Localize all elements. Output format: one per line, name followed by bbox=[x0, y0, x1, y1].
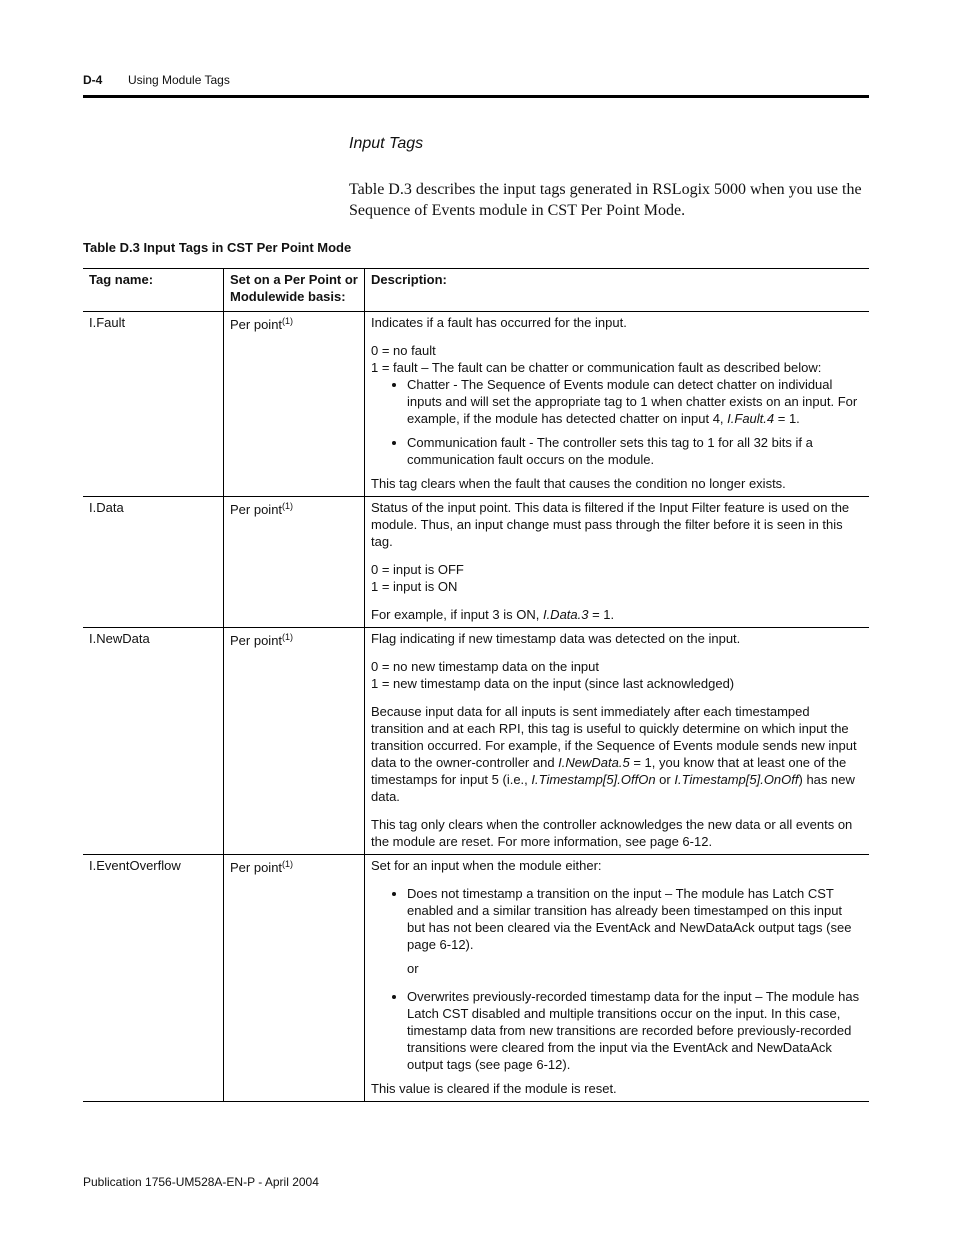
table-row bbox=[83, 628, 869, 855]
tag-basis: Per point$^{(1)}$ bbox=[224, 628, 365, 855]
list-item: • Overwrites previously-recorded timestamp data for the input – The module has Latch CST disabled and multiple transitions occur on the input. In this case, timestamp data from new transitions are recorded before previously-recorded transitions were cleared from the input via the EventAck and NewDataAck output tags (see page 6-12). bbox=[407, 988, 863, 1073]
tag-name: I.Data bbox=[83, 497, 224, 628]
tag-description: Indicates if a fault has occurred for the input. 0 = no fault 1 = fault – The fault can be chatter or communication fault as described below: • Chatter - The Sequence of Events module can detect chatter on individual inputs and will set the appropriate tag to 1 when chatter exists on an input. For example, if the module has detected chatter on input 4, I.Fault.4 = 1. • Communication fault - The controller sets this tag to 1 for all 32 bits if a communication fault occurs on the module. This tag clears when the fault that causes the condition no longer exists. bbox=[365, 312, 870, 497]
publication-footer: Publication 1756-UM528A-EN-P - April 2004 bbox=[83, 1175, 319, 1189]
list-item: • Chatter - The Sequence of Events module can detect chatter on individual inputs and will set the appropriate tag to 1 when chatter exists on an input. For example, if the module has detected chatter on input 4, I.Fault.4 = 1. bbox=[407, 376, 863, 427]
table-row bbox=[83, 312, 869, 497]
tag-basis: Per point$^{(1)}$ bbox=[224, 497, 365, 628]
tag-basis: Per point$^{(1)}$ bbox=[224, 312, 365, 497]
intro-paragraph: Table D.3 describes the input tags generated in RSLogix 5000 when you use the Sequence of Events module in CST Per Point Mode. bbox=[349, 181, 862, 219]
tag-name: I.Fault bbox=[83, 312, 224, 497]
table-row bbox=[83, 497, 869, 628]
header-rule bbox=[83, 95, 869, 98]
header-basis: Set on a Per Point or Modulewide basis: bbox=[224, 269, 365, 312]
tag-name: I.EventOverflow bbox=[83, 855, 224, 1102]
overflow-conditions-list bbox=[371, 885, 863, 953]
page-number: D-4 bbox=[83, 73, 103, 87]
fault-types-list bbox=[371, 376, 863, 468]
list-item: • Does not timestamp a transition on the input – The module has Latch CST enabled and a similar transition has already been timestamped on this input but has not been cleared via the EventAck and NewDataAck output tags (see page 6-12). bbox=[407, 885, 863, 953]
running-header bbox=[83, 73, 230, 87]
tag-description: Set for an input when the module either: • Does not timestamp a transition on the input – The module has Latch CST enabled and a similar transition has already been timestamped on this input but has not been cleared via the EventAck and NewDataAck output tags (see page 6-12). or • Overwrites previously-recorded timestamp data for the input – The module has Latch CST disabled and multiple transitions occur on the input. In this case, timestamp data from new transitions are recorded before previously-recorded transitions were cleared from the input via the EventAck and NewDataAck output tags (see page 6-12). This value is cleared if the module is reset. bbox=[365, 855, 870, 1102]
input-tags-table bbox=[83, 268, 869, 1102]
tag-description: Flag indicating if new timestamp data was detected on the input. 0 = no new timestamp data on the input 1 = new timestamp data on the input (since last acknowledged) Because input data for all inputs is sent immediately after each timestamped transition and at each RPI, this tag is useful to quickly determine on which input the transition occurred. For example, if the Sequence of Events module sends new input data to the owner-controller and I.NewData.5 = 1, you know that at least one of the timestamps for input 5 (i.e., I.Timestamp[5].OffOn or I.Timestamp[5].OnOff) has new data. This tag only clears when the controller acknowledges the new data or all events on the module are reset. For more information, see page 6-12. bbox=[371, 631, 857, 849]
list-item: • Communication fault - The controller sets this tag to 1 for all 32 bits if a communication fault occurs on the module. bbox=[407, 434, 863, 468]
header-description: Description: bbox=[371, 272, 447, 287]
subheading: Input Tags bbox=[349, 135, 424, 152]
table-caption: Table D.3 Input Tags in CST Per Point Mode bbox=[83, 240, 352, 255]
table-row bbox=[83, 855, 869, 1102]
table-header-row bbox=[83, 269, 869, 312]
tag-basis: Per point$^{(1)}$ bbox=[224, 855, 365, 1102]
header-tag-name: Tag name: bbox=[83, 269, 224, 312]
section-title: Using Module Tags bbox=[128, 73, 230, 87]
tag-name: I.NewData bbox=[83, 628, 224, 855]
overflow-conditions-list-2 bbox=[371, 988, 863, 1073]
tag-description: Status of the input point. This data is filtered if the Input Filter feature is used on the module. Thus, an input change must pass through the filter before it is seen in this tag. 0 = input is OFF 1 = input is ON For example, if input 3 is ON, I.Data.3 = 1. bbox=[371, 500, 850, 622]
